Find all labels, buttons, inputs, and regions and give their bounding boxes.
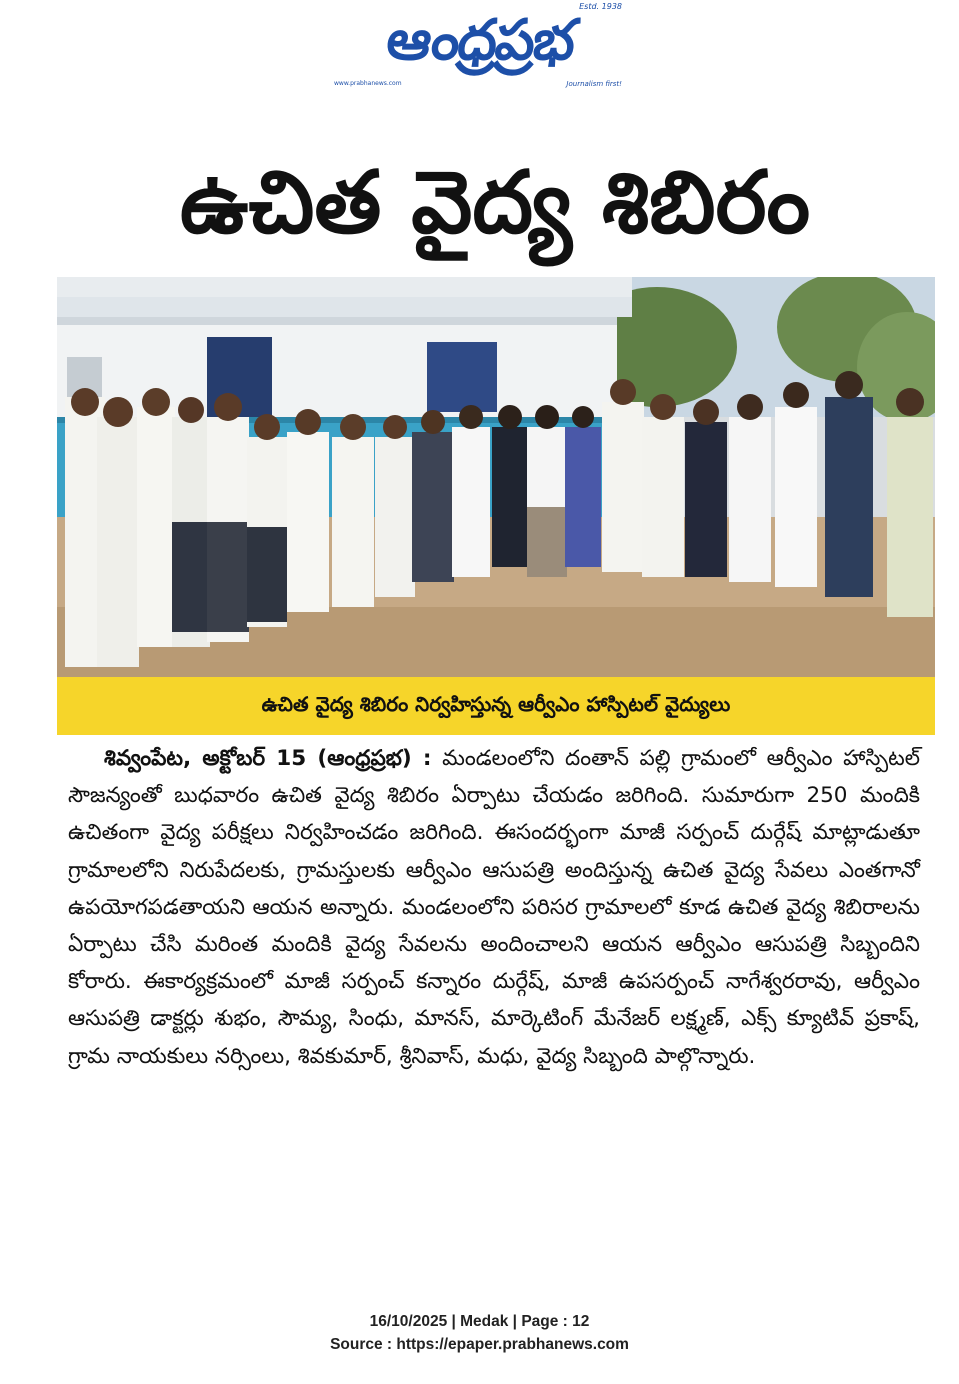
footer-source-link[interactable]: Source : https://epaper.prabhanews.com xyxy=(330,1336,629,1353)
page-footer xyxy=(0,1310,959,1356)
article-body xyxy=(68,740,920,1075)
article-paragraph xyxy=(68,740,920,1075)
masthead xyxy=(330,2,630,94)
article-text: మండలంలోని దంతాన్ పల్లి గ్రామంలో ఆర్వీఎం హాస్పిటల్ సౌజన్యంతో బుధవారం ఉచిత వైద్య శిబిరం ఏర్పాటు చేయడం జరిగింది. సుమారుగా 250 మందికి ఉచితంగా వైద్య పరీక్షలు నిర్వహించడం జరిగింది. ఈసందర్భంగా మాజీ సర్పంచ్ దుర్గేష్ మాట్లాడుతూ గ్రామాలలోని నిరుపేదలకు, గ్రామస్తులకు ఆర్వీఎం ఆసుపత్రి అందిస్తున్న ఉచిత వైద్య సేవలు ఎంతగానో ఉపయోగపడతాయని ఆయన అన్నారు. మండలంలోని పరిసర గ్రామాలలో కూడ ఉచిత వైద్య శిబిరాలను ఏర్పాటు చేసి మరింత మందికి వైద్య సేవలను అందించాలని ఆయన ఆర్వీఎం ఆసుపత్రి సిబ్బందిని కోరారు. ఈకార్యక్రమంలో మాజీ సర్పంచ్ కన్నారం దుర్గేష్, మాజీ ఉపసర్పంచ్ నాగేశ్వరరావు, ఆర్వీఎం ఆసుపత్రి డాక్టర్లు శుభం, సౌమ్య, సింధు, మానస్, మార్కెటింగ్ మేనేజర్ లక్ష్మణ్, ఎక్స్ క్యూటివ్ ప్రకాష్, గ్రామ నాయకులు నర్సింలు, శివకుమార్, శ్రీనివాస్, మధు, వైద్య సిబ్బంది పాల్గొన్నారు. xyxy=(68,746,921,1069)
newspaper-logo: ఆంధ్రప్రభ xyxy=(383,8,577,73)
established-year: Estd. 1938 xyxy=(579,2,622,11)
footer-edition-info: 16/10/2025 | Medak | Page : 12 xyxy=(369,1313,590,1330)
group-photo-icon xyxy=(57,277,935,677)
tagline: Journalism first! xyxy=(566,80,622,88)
website-label: www.prabhanews.com xyxy=(334,80,402,87)
article-headline: ఉచిత వైద్య శిబిరం xyxy=(179,153,811,253)
article-photo xyxy=(57,277,935,677)
photo-caption: ఉచిత వైద్య శిబిరం నిర్వహిస్తున్న ఆర్వీఎం హాస్పిటల్ వైద్యులు xyxy=(57,677,935,735)
dateline: శివ్వంపేట, అక్టోబర్ 15 (ఆంధ్రప్రభ) : xyxy=(104,746,432,771)
